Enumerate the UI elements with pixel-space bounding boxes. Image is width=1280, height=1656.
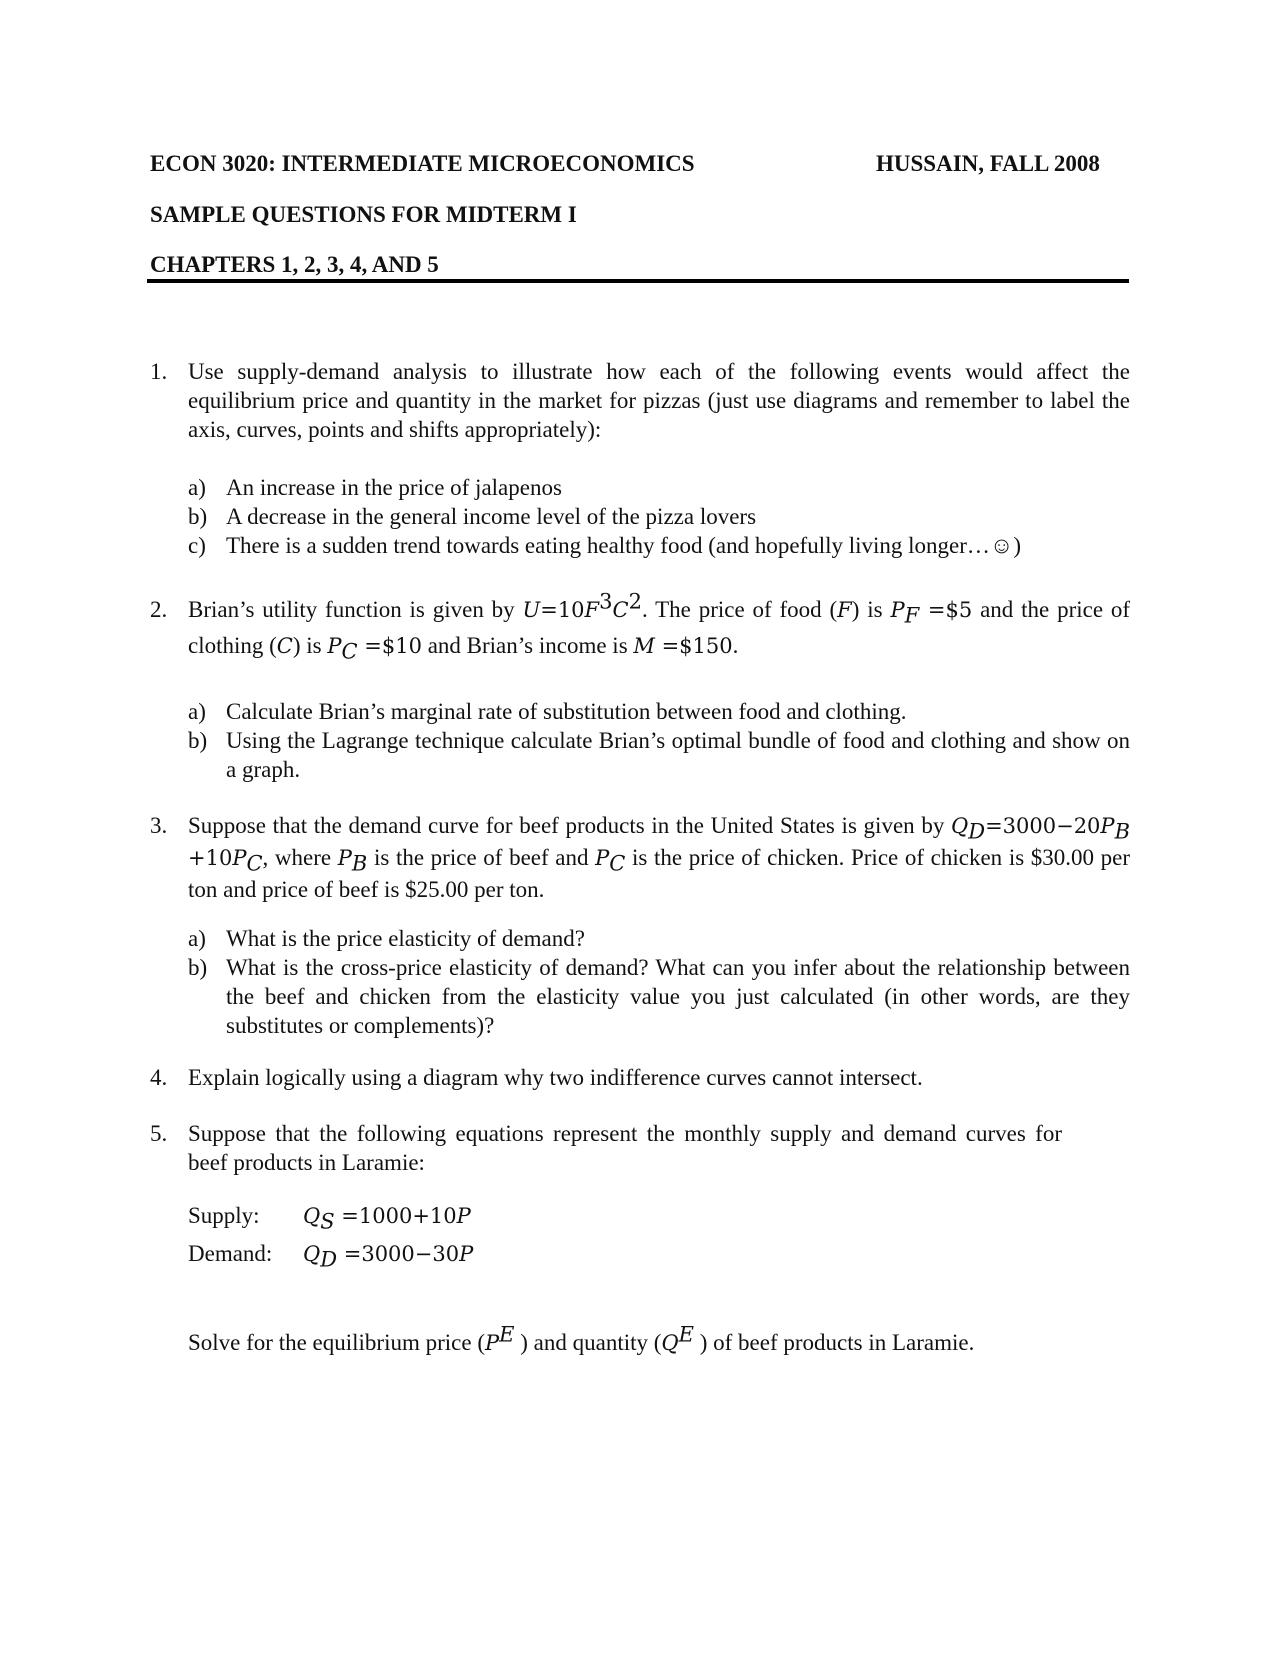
q3-text-3: is the price of beef and [373,845,589,870]
item-label: b) [188,955,208,980]
food-price: P [890,598,905,622]
course-title: ECON 3020: INTERMEDIATE MICROECONOMICS [150,151,695,176]
q2-text-5: ) is [292,633,322,658]
question-text: Use supply-demand analysis to illustrate how each of the following events would affect the equilibrium price and quantity in the market for pizzas (just use diagrams and remember to label the axis, curves, points and shifts appropriately): [188,359,1130,442]
supply-demand-equations [188,1197,473,1273]
list-item [188,726,1130,784]
list-item [188,502,1130,531]
question-number: 4. [150,1065,168,1090]
item-text: What is the cross-price elasticity of demand? What can you infer about the relationship between the beef and chicken from the elasticity value you just calculated (in other words, are they substitutes or complements)? [226,955,1130,1038]
document-subtitle: SAMPLE QUESTIONS FOR MIDTERM I [150,202,577,227]
q3-text-2: , where [262,845,332,870]
item-label: a) [188,699,206,724]
question-number: 3. [150,813,168,838]
item-text: Calculate Brian’s marginal rate of substitution between food and clothing. [226,699,907,724]
item-text: What is the price elasticity of demand? [226,926,585,951]
question-number: 2. [150,597,168,622]
question-number: 1. [150,359,168,384]
item-text: An increase in the price of jalapenos [226,475,562,500]
demand-equation-laramie: Demand: $Q_D =3000-30P$ [188,1235,473,1273]
question-2 [150,589,1131,664]
question-text: Brian’s utility function is given by $U=10F^3C^2$. The price of food (F) is $P_F$ =$5 and the price of clothing (C) is $P_C$ =$10 and Brian’s income is M =$150. [188,589,1131,664]
item-label: a) [188,926,206,951]
q2-text-4: and the price of clothing ( [188,597,1131,658]
list-item [188,697,1130,726]
item-text: Using the Lagrange technique calculate Brian’s optimal bundle of food and clothing and show on a graph. [226,728,1130,782]
question-3-items [188,924,1130,1040]
question-text: Suppose that the following equations represent the monthly supply and demand curves for beef products in Laramie: [188,1121,1062,1175]
q2-text-6: and Brian’s income is [427,633,628,658]
item-label: c) [188,533,206,558]
list-item [188,531,1130,560]
item-label: b) [188,504,208,529]
solve-text-2: ) and quantity ( [520,1330,662,1355]
item-text: A decrease in the general income level of the pizza lovers [226,504,757,529]
question-2-items [188,697,1130,784]
question-number: 5. [150,1121,168,1146]
chapters-heading: CHAPTERS 1, 2, 3, 4, AND 5 [150,252,439,277]
list-item [188,953,1130,1040]
item-label: a) [188,475,206,500]
demand-equation: Q [951,814,969,838]
demand-label: Demand: [188,1241,273,1266]
clothing-price: P [327,634,342,658]
list-item [188,473,1130,502]
q2-text-3: ) is [851,597,883,622]
solve-text-1: Solve for the equilibrium price ( [188,1330,486,1355]
list-item [188,924,1130,953]
question-4 [150,1063,1130,1092]
q2-text-7: . [732,633,739,658]
q2-text-2: . The price of food ( [641,597,838,622]
solve-text-3: ) of beef products in Laramie. [699,1330,975,1355]
q3-text-1: Suppose that the demand curve for beef products in the United States is given by [188,813,945,838]
question-text: Suppose that the demand curve for beef products in the United States is given by $Q_D=3000-20P_B +10P_C$, where $P_B$ is the price of beef and $P_C$ is the price of chicken. Price of chicken is $30.00 per ton and price of beef is $25.00 per ton. [188,813,1131,902]
supply-label: Supply: [188,1203,260,1228]
instructor-term: HUSSAIN, FALL 2008 [876,151,1100,176]
income: M [633,634,655,658]
item-label: b) [188,728,208,753]
q3-text-4: is the price of chicken. Price of chicken is $30.00 per ton and price of beef is $25.00 per ton. [188,845,1131,902]
question-1 [150,357,1130,444]
question-text: Explain logically using a diagram why two indifference curves cannot intersect. [188,1065,923,1090]
question-3 [150,810,1130,905]
supply-equation: Supply: $Q_S =1000+10P$ [188,1197,473,1235]
header-divider [147,279,1129,283]
utility-function: U [522,598,541,622]
item-text: There is a sudden trend towards eating healthy food (and hopefully living longer…☺) [226,533,1022,558]
q2-text-1: Brian’s utility function is given by [188,597,515,622]
question-1-items [188,473,1130,560]
solve-instruction: Solve for the equilibrium price ($P^E$ ) and quantity ($Q^E$ ) of beef products in Laramie. [188,1322,975,1355]
question-5 [150,1119,1062,1177]
